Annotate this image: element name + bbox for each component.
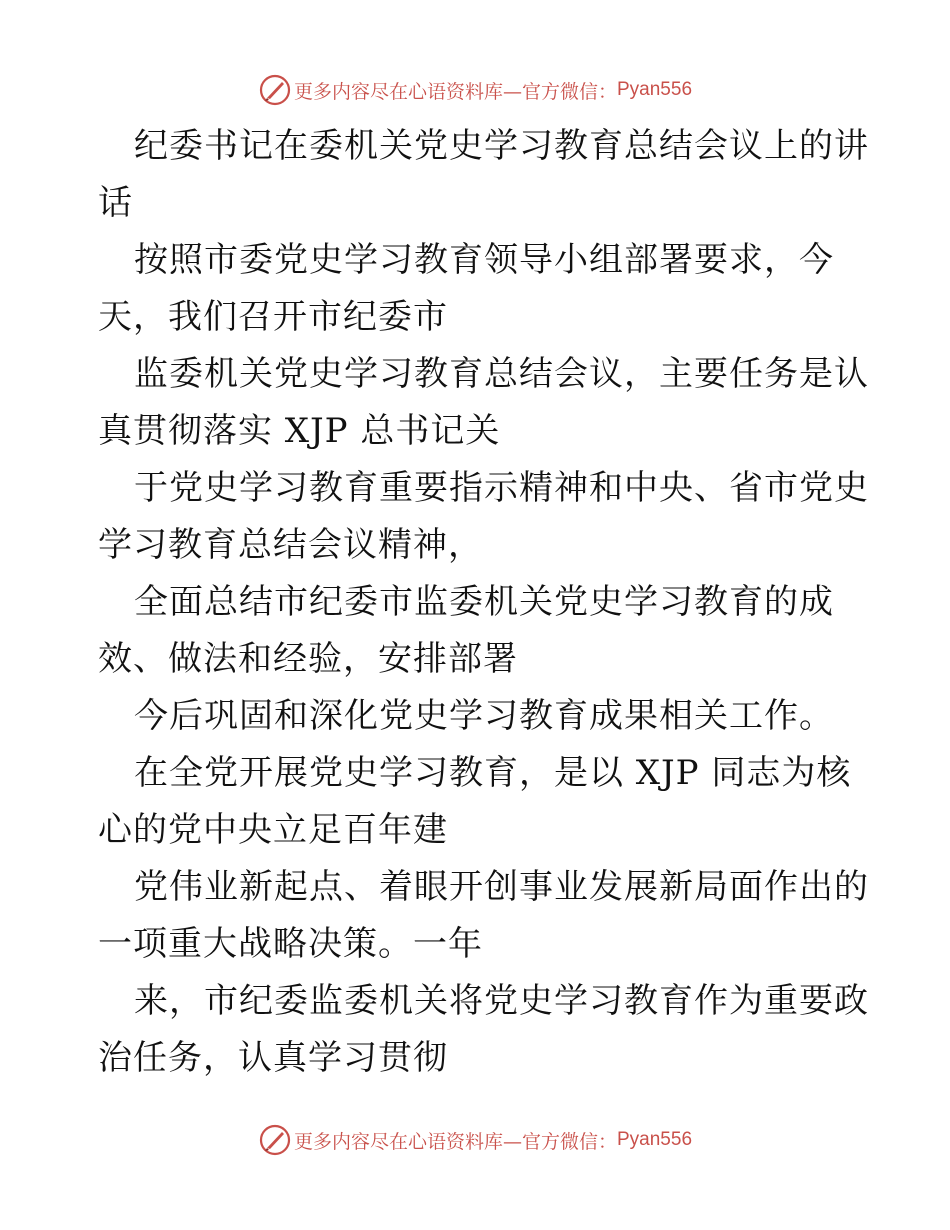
paragraph: 来，市纪委监委机关将党史学习教育作为重要政治任务，认真学习贯彻	[98, 981, 869, 1078]
paragraph: 于党史学习教育重要指示精神和中央、省市党史学习教育总结会议精神，	[98, 468, 869, 565]
paragraph: 在全党开展党史学习教育，是以 XJP 同志为核心的党中央立足百年建	[98, 753, 852, 850]
paragraph: 全面总结市纪委市监委机关党史学习教育的成效、做法和经验，安排部署	[98, 582, 834, 679]
paragraph: 监委机关党史学习教育总结会议，主要任务是认真贯彻落实 XJP 总书记关	[98, 354, 869, 451]
header-wechat-id: Pyan556	[617, 79, 693, 100]
footer-banner	[0, 1120, 950, 1160]
document-body	[98, 118, 878, 1087]
header-banner	[0, 70, 950, 110]
header-wechat-label: 官方微信：	[521, 80, 617, 103]
footer-wechat-id: Pyan556	[617, 1129, 693, 1150]
header-promo-text: 更多内容尽在心语资料库—	[293, 80, 522, 103]
paragraph: 今后巩固和深化党史学习教育成果相关工作。	[134, 696, 834, 736]
paragraph: 党伟业新起点、着眼开创事业发展新局面作出的一项重大战略决策。一年	[98, 867, 869, 964]
paragraph: 按照市委党史学习教育领导小组部署要求，今天，我们召开市纪委市	[98, 240, 834, 337]
quill-logo-icon	[258, 1123, 292, 1157]
document-title: 纪委书记在委机关党史学习教育总结会议上的讲话	[98, 126, 869, 223]
footer-promo-text: 更多内容尽在心语资料库—	[293, 1130, 522, 1153]
quill-logo-icon	[258, 73, 292, 107]
footer-wechat-label: 官方微信：	[521, 1130, 617, 1153]
